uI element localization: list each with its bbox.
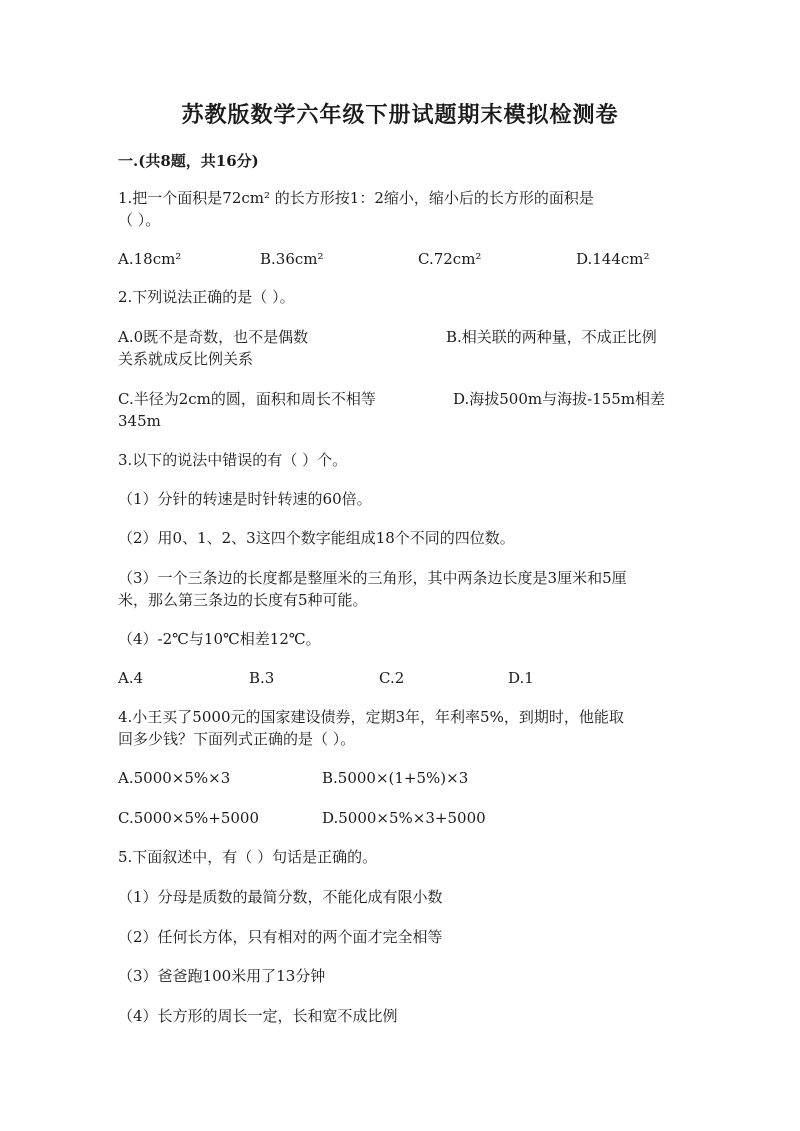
q3-statement-4: （4）-2℃与10℃相差12℃。 [118,630,321,648]
q4-option-a: A.5000×5%×3 [118,769,231,787]
q2-option-c: C.半径为2cm的圆，面积和周长不相等 [118,390,376,408]
q1-option-b: B.36cm² [260,250,324,268]
q2-option-b: B.相关联的两种量，不成正比例 [446,328,657,346]
q1-stem-line1: 1.把一个面积是72cm² 的长方形按1：2缩小，缩小后的长方形的面积是 [118,189,594,207]
q5-stem: 5.下面叙述中，有（ ）句话是正确的。 [118,848,378,866]
q3-stem: 3.以下的说法中错误的有（ ）个。 [118,451,348,469]
q5-statement-1: （1）分母是质数的最简分数，不能化成有限小数 [118,888,443,906]
q2-option-a: A.0既不是奇数，也不是偶数 [118,328,309,346]
q2-stem: 2.下列说法正确的是（ ）。 [118,288,295,306]
q4-option-b: B.5000×(1+5%)×3 [322,769,469,787]
q5-statement-3: （3）爸爸跑100米用了13分钟 [118,967,326,985]
q4-stem-line2: 回多少钱？下面列式正确的是（ ）。 [118,730,356,748]
q3-statement-3-line1: （3）一个三条边的长度都是整厘米的三角形，其中两条边长度是3厘米和5厘 [118,569,627,587]
q4-stem-line1: 4.小王买了5000元的国家建设债券，定期3年，年利率5%，到期时，他能取 [118,708,624,726]
q4-option-c: C.5000×5%+5000 [118,809,259,827]
section-header: 一.(共8题，共16分) [118,152,259,170]
q1-option-c: C.72cm² [418,250,482,268]
q2-option-ab-wrap: 关系就成反比例关系 [118,350,254,368]
q3-option-b: B.3 [249,669,275,687]
q2-option-cd-wrap: 345m [118,412,161,430]
q3-statement-2: （2）用0、1、2、3这四个数字能组成18个不同的四位数。 [118,529,515,547]
q5-statement-4: （4）长方形的周长一定，长和宽不成比例 [118,1007,398,1025]
q3-option-a: A.4 [118,669,144,687]
page-title: 苏教版数学六年级下册试题期末模拟检测卷 [181,102,619,128]
q4-option-d: D.5000×5%×3+5000 [322,809,486,827]
q3-option-d: D.1 [508,669,534,687]
q1-stem-line2: （ ）。 [118,211,161,229]
q1-option-d: D.144cm² [576,250,650,268]
q3-statement-1: （1）分针的转速是时针转速的60倍。 [118,490,372,508]
q5-statement-2: （2）任何长方体，只有相对的两个面才完全相等 [118,928,443,946]
q2-option-d: D.海拔500m与海拔-155m相差 [453,390,666,408]
q3-option-c: C.2 [379,669,405,687]
q1-option-a: A.18cm² [118,250,182,268]
q3-statement-3-line2: 米，那么第三条边的长度有5种可能。 [118,591,368,609]
